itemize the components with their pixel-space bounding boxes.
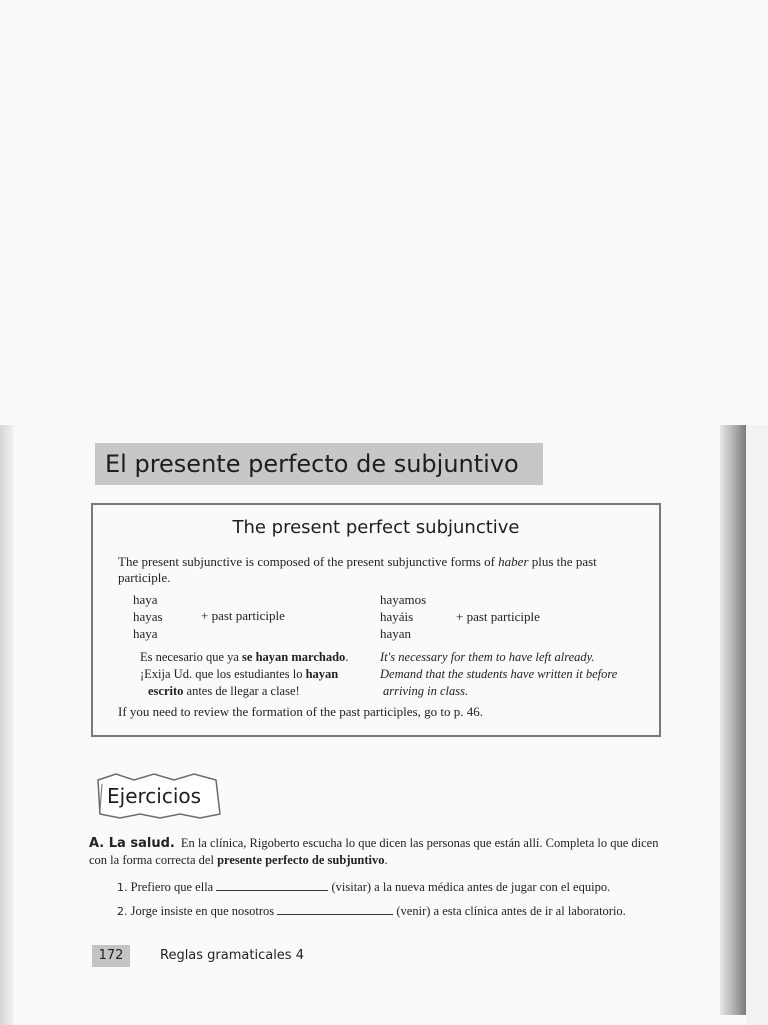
- item-verb: (venir) a esta clínica antes de ir al laboratorio.: [396, 904, 626, 918]
- example-2-english-line1: Demand that the students have written it before: [380, 667, 618, 681]
- ex2-bold: hayan: [305, 667, 339, 681]
- intro-haber: haber: [498, 554, 529, 569]
- page-binding-shadow: [720, 425, 746, 1015]
- form-hayamos: hayamos: [380, 592, 427, 607]
- example-2-spanish-line2: [148, 684, 300, 699]
- item-number: 1.: [117, 881, 128, 894]
- page-number: 172: [92, 945, 130, 967]
- intro-text: The present subjunctive is composed of the present subjunctive forms of: [118, 554, 499, 569]
- form-haya-2: haya: [133, 626, 158, 641]
- form-hayas: hayas: [133, 609, 163, 624]
- item-prompt: Prefiero que ella: [130, 880, 214, 894]
- ex2-end: antes de llegar a clase!: [183, 684, 300, 698]
- exercise-a-title: A. La salud.: [89, 836, 175, 851]
- plus-past-participle-singular: + past participle: [201, 608, 285, 623]
- exercise-a-heading: [89, 835, 659, 869]
- page-edge-left: [0, 425, 14, 1025]
- intro-text-end: plus the past participle.: [118, 554, 597, 585]
- ex1-end: .: [345, 650, 349, 664]
- item-prompt: Jorge insiste en que nosotros: [130, 904, 275, 918]
- form-hayan: hayan: [380, 626, 412, 641]
- chapter-title: Reglas gramaticales 4: [160, 948, 304, 963]
- ex2-bold2: escrito: [148, 684, 184, 698]
- page-edge-right: [746, 425, 768, 1025]
- form-haya-1: haya: [133, 592, 158, 607]
- exercise-a-text: En la clínica, Rigoberto escucha lo que dicen las personas que están allí. Completa lo que dicen con la forma correcta del: [89, 836, 659, 867]
- grammar-box: [91, 503, 661, 737]
- section-title: El presente perfecto de subjuntivo: [95, 443, 543, 485]
- answer-blank-2[interactable]: [277, 903, 393, 915]
- exercise-a-end: .: [384, 853, 388, 867]
- item-number: 2.: [117, 905, 128, 918]
- exercise-item-1: [117, 879, 610, 895]
- box-intro: [118, 554, 643, 586]
- exercise-a-bold: presente perfecto de subjuntivo: [217, 853, 385, 867]
- example-2-english-line2: arriving in class.: [383, 684, 469, 698]
- exercise-item-2: [117, 903, 626, 919]
- form-hayais: hayáis: [380, 609, 414, 624]
- ejercicios-banner: [92, 770, 224, 820]
- ejercicios-label: Ejercicios: [107, 784, 202, 808]
- item-verb: (visitar) a la nueva médica antes de jugar con el equipo.: [331, 880, 611, 894]
- plus-past-participle-plural: + past participle: [456, 609, 540, 624]
- box-title: The present perfect subjunctive: [232, 517, 520, 538]
- example-1-english: It's necessary for them to have left already.: [380, 650, 595, 664]
- example-2-spanish-line1: [140, 667, 338, 682]
- answer-blank-1[interactable]: [216, 879, 328, 891]
- ex1-bold: se hayan marchado: [242, 650, 346, 664]
- review-note: If you need to review the formation of the past participles, go to p. 46.: [118, 704, 483, 719]
- ex2-text: ¡Exija Ud. que los estudiantes lo: [140, 667, 306, 681]
- ex1-text: Es necesario que ya: [140, 650, 243, 664]
- example-1-spanish: [140, 650, 348, 665]
